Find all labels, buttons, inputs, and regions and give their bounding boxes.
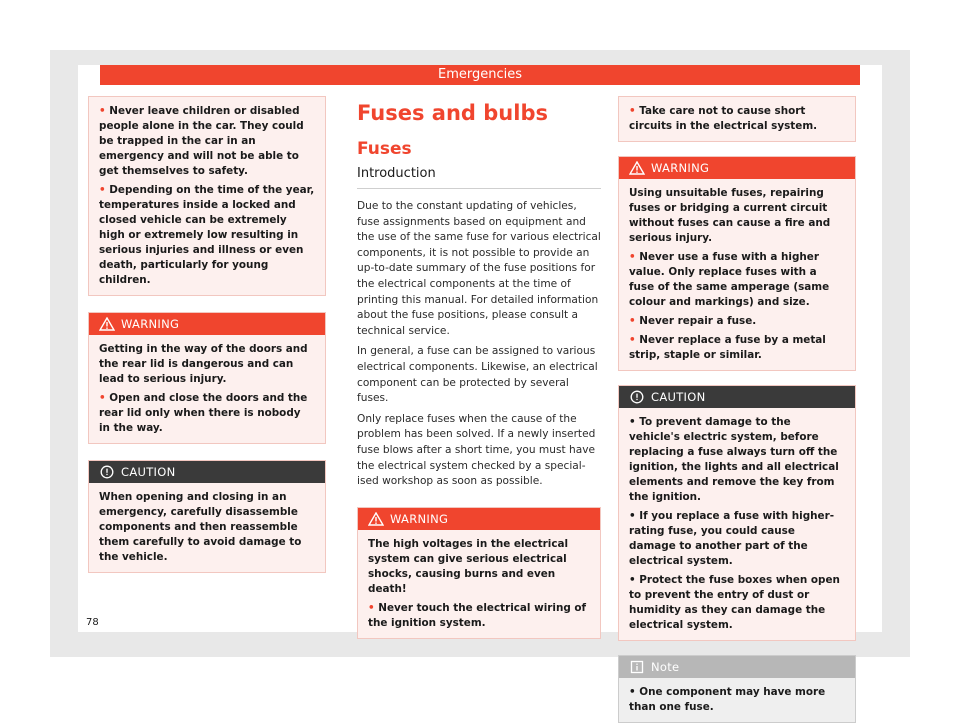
warning-label: WARNING <box>121 317 180 331</box>
safety-notice-box <box>88 96 326 296</box>
list-item: • Never use a fuse with a higher value. Only replace fuses with a fuse of the same amperage (same colour and markings) and size. <box>629 251 830 308</box>
warning-header <box>358 508 600 530</box>
warning-box <box>88 312 326 444</box>
caution-circle-icon <box>99 465 115 479</box>
list-item: • Protect the fuse boxes when open to prevent the entry of dust or humidity as they can damage the electrical system. <box>629 574 840 631</box>
warning-triangle-icon <box>99 317 115 331</box>
bullet-icon: • <box>368 601 375 614</box>
caution-label: CAUTION <box>651 390 706 404</box>
caution-label: CAUTION <box>121 465 176 479</box>
warning-lead: Getting in the way of the doors and the rear lid is dangerous and can lead to serious injury. <box>99 343 308 385</box>
subsection-title: Introduction <box>357 166 436 181</box>
list-item: • To prevent damage to the vehicle's electric system, before replacing a fuse always turn off the ignition, the lights and all electrical elements and remove the key from the ignition. <box>629 416 839 503</box>
section-header: Emergencies <box>100 65 860 85</box>
warning-lead: The high voltages in the electrical system can give serious electrical shocks, causing burns and even death! <box>368 537 569 595</box>
bullet-icon: • <box>629 510 636 522</box>
subsection-heading <box>357 164 601 189</box>
caution-header <box>89 461 325 483</box>
list-item: • Depending on the time of the year, temperatures inside a locked and closed vehicle can be extremely high or extremely low resulting in serious injuries and illness or even death, particularly for young children. <box>99 184 315 286</box>
warning-header <box>89 313 325 335</box>
info-icon <box>629 660 645 674</box>
chapter-title: Fuses and bulbs <box>357 101 548 125</box>
paragraph: Due to the constant updating of vehicles, fuse assignments based on equipment and the use of the same fuse for various electrical components, it is not possible to provide an up-to-date summary of the fuse positions for the electrical components at the time of printing this manual. For detailed information about the fuse positions, please consult a technical service. <box>357 200 601 337</box>
caution-box <box>88 460 326 573</box>
bullet-icon: • <box>99 184 106 196</box>
list-item: • If you replace a fuse with higher-rating fuse, you could cause damage to another part of the electrical system. <box>629 510 835 567</box>
bullet-icon: • <box>629 416 636 428</box>
caution-lead: When opening and closing in an emergency, carefully disassemble components and then reassemble them carefully to avoid damage to the vehicle. <box>99 491 302 563</box>
column-middle <box>357 100 601 639</box>
note-box <box>618 655 856 723</box>
caution-box <box>618 385 856 641</box>
paragraph: Only replace fuses when the cause of the problem has been solved. If a newly inserted fuse blows after a short time, you must have the electrical system checked by a specialised workshop as soon as possible. <box>357 412 596 488</box>
bullet-icon: • <box>629 315 636 327</box>
note-label: Note <box>651 660 680 674</box>
list-item: • Never touch the electrical wiring of the ignition system. <box>368 601 587 629</box>
section-title: Fuses <box>357 139 412 159</box>
list-item: • Open and close the doors and the rear lid only when there is nobody in the way. <box>99 392 308 434</box>
warning-header <box>619 157 855 179</box>
bullet-icon: • <box>629 334 636 346</box>
column-right <box>618 96 856 723</box>
list-item: • Never leave children or disabled people alone in the car. They could be trapped in the car in an emergency and will not be able to get themselves to safety. <box>99 105 304 177</box>
warning-triangle-icon <box>629 161 645 175</box>
list-item: • One component may have more than one fuse. <box>629 686 826 713</box>
bullet-icon: • <box>629 574 636 586</box>
list-item: • Take care not to cause short circuits in the electrical system. <box>629 105 818 132</box>
list-item: • Never replace a fuse by a metal strip, staple or similar. <box>629 334 826 361</box>
caution-header <box>619 386 855 408</box>
warning-label: WARNING <box>390 511 449 526</box>
bullet-icon: • <box>99 392 106 404</box>
column-left <box>88 96 326 573</box>
warning-box <box>357 507 601 639</box>
warning-label: WARNING <box>651 161 710 175</box>
safety-notice-box <box>618 96 856 142</box>
warning-box <box>618 156 856 371</box>
warning-lead: Using unsuitable fuses, repairing fuses or bridging a current circuit without fuses can cause a fire and serious injury. <box>629 187 831 244</box>
bullet-icon: • <box>629 251 636 263</box>
caution-circle-icon <box>629 390 645 404</box>
note-header <box>619 656 855 678</box>
page-number: 78 <box>86 617 99 628</box>
list-item: • Never repair a fuse. <box>629 315 757 327</box>
paragraph: In general, a fuse can be assigned to various electrical components. Likewise, an electrical component can be protected by several fuses. <box>357 345 598 405</box>
bullet-icon: • <box>629 686 636 698</box>
warning-triangle-icon <box>368 512 384 526</box>
bullet-icon: • <box>629 105 636 117</box>
bullet-icon: • <box>99 105 106 117</box>
